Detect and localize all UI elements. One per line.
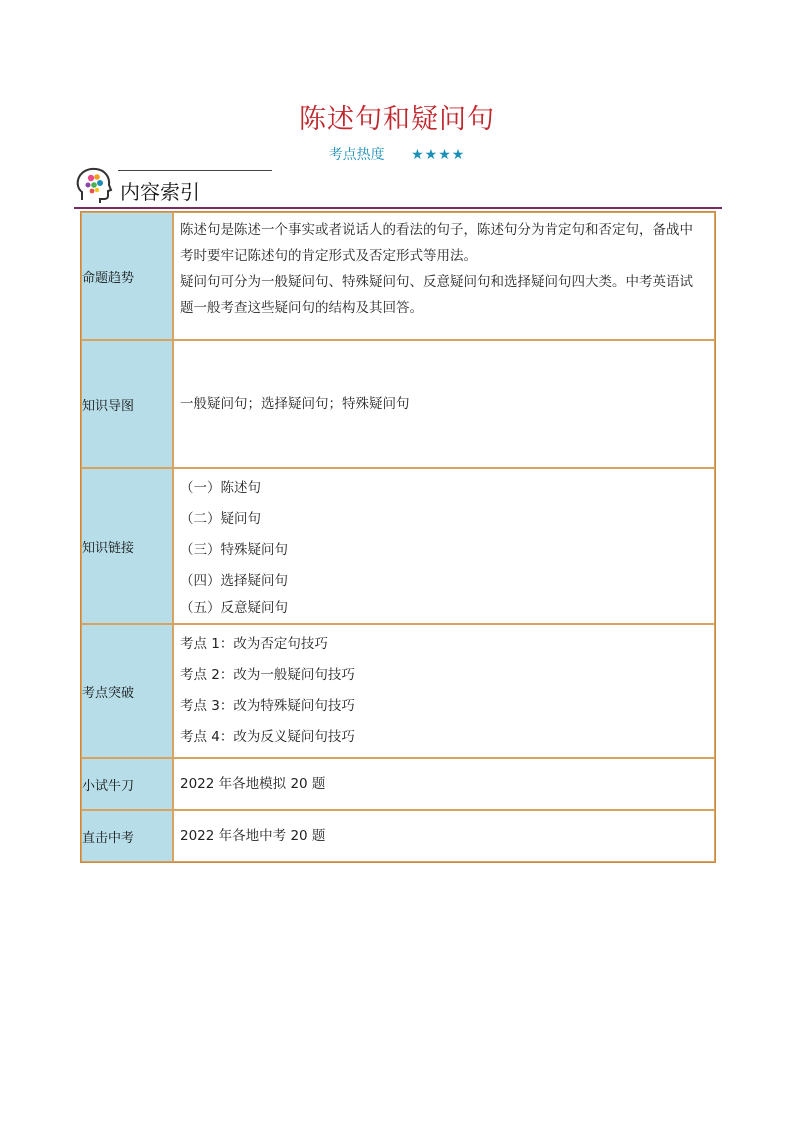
row-content-map: 一般疑问句；选择疑问句；特殊疑问句 bbox=[173, 340, 715, 468]
header-top-rule bbox=[118, 170, 272, 171]
link-item: （四）选择疑问句 bbox=[180, 573, 288, 589]
table-row bbox=[81, 468, 715, 624]
breakthrough-item: 考点 4：改为反义疑问句技巧 bbox=[180, 729, 355, 745]
row-content-practice: 2022 年各地模拟 20 题 bbox=[173, 758, 715, 810]
page-title: 陈述句和疑问句 bbox=[299, 104, 495, 135]
section-header bbox=[74, 166, 724, 210]
row-label-practice: 小试牛刀 bbox=[81, 758, 173, 810]
table-row bbox=[81, 624, 715, 758]
link-item: （五）反意疑问句 bbox=[180, 600, 288, 616]
row-content-links bbox=[173, 468, 715, 624]
row-content-breakthrough bbox=[173, 624, 715, 758]
trend-line: 考时要牢记陈述句的肯定形式及否定形式等用法。 bbox=[180, 248, 477, 264]
trend-line: 陈述句是陈述一个事实或者说话人的看法的句子，陈述句分为肯定句和否定句，备战中 bbox=[180, 222, 693, 238]
breakthrough-item: 考点 1：改为否定句技巧 bbox=[180, 636, 328, 652]
heat-label: 考点热度 bbox=[328, 147, 385, 163]
trend-line: 疑问句可分为一般疑问句、特殊疑问句、反意疑问句和选择疑问句四大类。中考英语试 bbox=[180, 274, 693, 290]
content-index-table bbox=[80, 211, 716, 863]
trend-line: 题一般考查这些疑问句的结构及其回答。 bbox=[180, 300, 423, 316]
row-label-breakthrough: 考点突破 bbox=[81, 624, 173, 758]
link-item: （二）疑问句 bbox=[180, 511, 261, 527]
link-item: （三）特殊疑问句 bbox=[180, 542, 288, 558]
row-label-map: 知识导图 bbox=[81, 340, 173, 468]
breakthrough-item: 考点 3：改为特殊疑问句技巧 bbox=[180, 698, 355, 714]
section-title: 内容索引 bbox=[120, 180, 200, 204]
heat-stars: ★★★★ bbox=[411, 147, 466, 163]
table-row bbox=[81, 340, 715, 468]
head-brain-icon bbox=[74, 166, 114, 206]
breakthrough-item: 考点 2：改为一般疑问句技巧 bbox=[180, 667, 355, 683]
link-item: （一）陈述句 bbox=[180, 480, 261, 496]
table-row bbox=[81, 212, 715, 340]
row-label-exam: 直击中考 bbox=[81, 810, 173, 862]
row-content-exam: 2022 年各地中考 20 题 bbox=[173, 810, 715, 862]
table-row bbox=[81, 758, 715, 810]
header-underline bbox=[74, 207, 722, 209]
table-row bbox=[81, 810, 715, 862]
row-label-links: 知识链接 bbox=[81, 468, 173, 624]
row-content-trend bbox=[173, 212, 715, 340]
row-label-trend: 命题趋势 bbox=[81, 212, 173, 340]
heat-rating bbox=[0, 144, 794, 164]
